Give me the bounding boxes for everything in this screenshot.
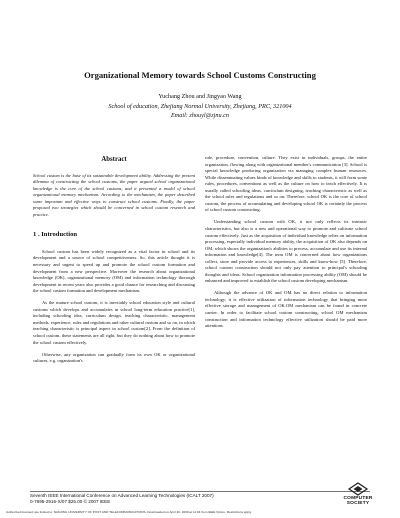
logo-text-computer: COMPUTER [343, 496, 373, 501]
ieee-diamond-icon [347, 482, 369, 496]
body-paragraph: rule, procedure, convention, culture. They exist in individuals, groups, the entire organization, flowing along with organizational member's communication [3]. School is special knowledge producing organization via managing complex human resources. While disseminating values kinds of knowledge and skills to students, it will form some rules, procedures, conventions as well as the culture on how to teach effectively. It is usually called schooling ideas, curriculum designing, teaching characteristic as well as the school rules and regulations and so on. Therefore, school OK is the core of school custom, the process of accumulating and developing school OK is certainly the process of school custom constructing. [205, 155, 367, 213]
footer-divider [30, 491, 370, 492]
logo-text-society: SOCIETY [346, 501, 370, 506]
intro-paragraph: School custom has been widely recognized as a vital factor in school and its development and a source of school competitiveness. So, this article thought it is necessary and urgent to speed up and promote the school custom formation and development from a new perspective. Moreover the research about organizational knowledge (OK), organizational memory (OM) and information technology thorough development in recent years also provides a good chance for researching and discussing the school custom formation and development mechanism. [33, 248, 195, 294]
section-heading-introduction: 1 . Introduction [33, 231, 78, 239]
intro-paragraph: Otherwise, any organization can gradually form its own OK or organizational cultures, e.g. organization's [33, 351, 195, 364]
left-column [33, 157, 195, 370]
computer-society-logo [338, 482, 378, 510]
download-notice: Authorized licensed use limited to: NANJING UNIVERSITY OF POST AND TELECOMMUNICATIONS. Downloaded on April 26, 2009 at 11:04 from IEEE Xplore. Restrictions apply. [6, 510, 252, 514]
author-names: Yuchang Zhou and Jingyao Wang [158, 93, 242, 100]
abstract-text: School custom is the base of its sustainable development ability. Addressing the present dilemma of constructing the school customs, the paper argued school organizational knowledge is the core of the school customs, and it presented a model of school organizational memory mechanism. According to the mechanism, the paper described some important and effective ways to construct school customs. Finally, the paper proposed two strategies which should be concerned in school custom research and practice. [33, 172, 195, 217]
author-email: Email: zhouyl@zjnu.cn [171, 112, 229, 120]
abstract-heading: Abstract [101, 156, 127, 163]
paper-title: Organizational Memory towards School Customs Constructing [84, 70, 316, 80]
author-affiliation: School of education, Zhejiang Normal University, Zhejiang, PRC, 321004 [108, 102, 292, 110]
body-paragraph: Understanding school custom with OK, it not only reflects its intrinsic characteristics, but also is a new and operational way to promote and cultivate school custom effectively. Just as the acquisition of individual knowledge relies on information processing, especially individual memory ability, the acquisition of OK also depends on OM, which shows the organization's abilities to process, accumulate and use its internal information and knowledge[4]. The term OM is concerned about how organizations collect, store and provide access to experiences, skills and know-how [5]. Therefore, school custom construction should not only pay attention to principal's schooling thoughts and ideas. School organization information processing ability (OM) should be enhanced and improved to establish the school custom developing mechanism. [205, 219, 367, 284]
conference-footer [30, 493, 330, 505]
body-paragraph: Although the advance of OK and OM has no direct relation to information technology, it is effective utilization of information technology that bringing more effective storage and management of OK.OM mechanism can be found in concrete carrier. In order to facilitate school custom constructing, school OM mechanism construction and information technology effective utilization should be paid more attentions. [205, 290, 367, 329]
copyright-line: 0-7695-2916-X/07 $25.00 © 2007 IEEE [30, 498, 111, 504]
conference-name: Seventh IEEE International Conference on Advanced Learning Technologies (ICALT 2007) [30, 493, 214, 498]
author-block [0, 92, 400, 121]
intro-paragraph: As the mature school custom, it is inevitably school education style and cultural customs which develops and accumulates in school long-term education practice[1], including schooling idea, curriculum design, teaching characteristic, management methods, experience, rules and regulations and other cultural custom and so on, in which teaching characteristic is principal aspect in school custom[2]. From the definition of school custom, these statements are all right, but they do nothing about how to promote the school custom effectively. [33, 300, 195, 345]
right-column [205, 155, 367, 335]
